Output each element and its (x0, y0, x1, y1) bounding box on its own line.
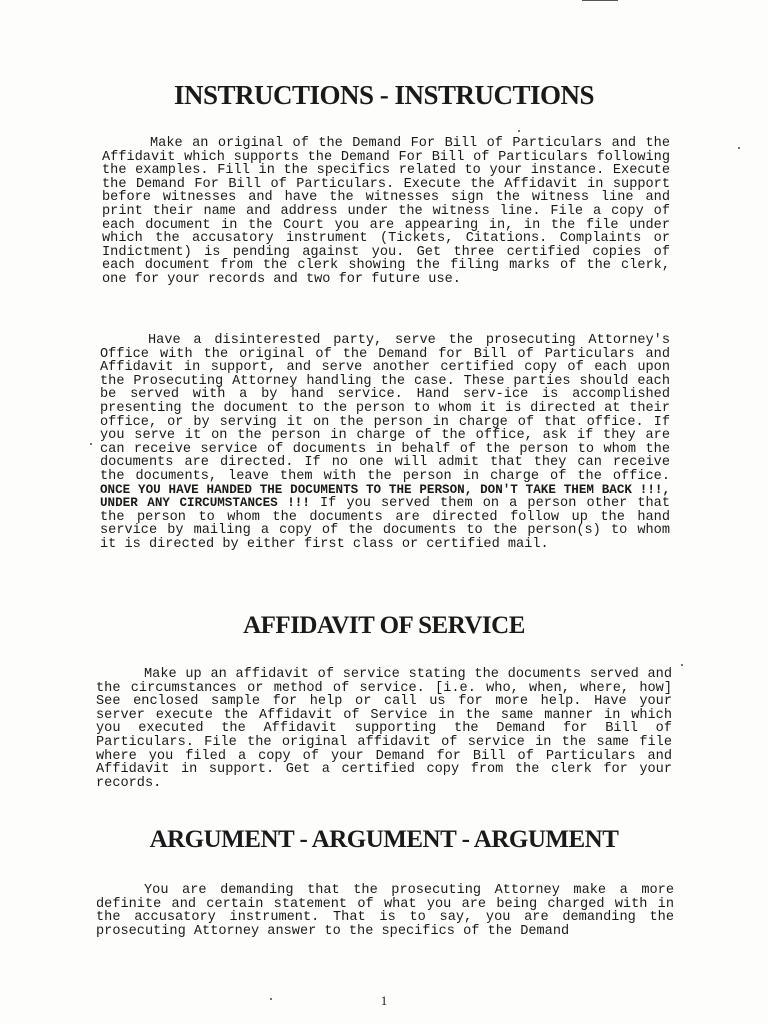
scan-speck (270, 998, 272, 1000)
scan-speck (90, 443, 92, 445)
argument-paragraph (96, 884, 674, 938)
instructions-paragraph-1 (102, 137, 670, 287)
scan-speck (738, 147, 740, 149)
argument-heading: ARGUMENT - ARGUMENT - ARGUMENT (149, 826, 619, 853)
affidavit-paragraph (96, 668, 672, 790)
affidavit-heading: AFFIDAVIT OF SERVICE (243, 612, 525, 639)
instructions-paragraph-2 (100, 334, 670, 552)
scan-speck (681, 664, 683, 666)
top-edge-rule (582, 0, 618, 1)
page-number: 1 (380, 993, 388, 1008)
instructions-heading: INSTRUCTIONS - INSTRUCTIONS (173, 80, 595, 110)
affidavit-paragraph-text: Make up an affidavit of service stating the documents served and the circumstances or method of service. [i.e. who, when, where, how] See enclosed sample for help or call us for more help. Have your server execute the Affidavit of Service in the same manner in which you executed the Affidavit supporting the Demand for Bill of Particulars. File the original affidavit of service in the same file where you filed a copy of your Demand for Bill of Particulars and Affidavit in support. Get a certified copy from the clerk for your records. (96, 667, 672, 791)
scan-speck (518, 130, 520, 132)
instructions-paragraph-2-text: Have a disinterested party, serve the prosecuting Attorney's Office with the original of the Demand for Bill of Particulars and Affidavit in support, and serve another certified copy of each upon the Prosecuting Attorney handling the case. These parties should each be served with a by hand service. Hand serv-ice is accomplished presenting the document to the person to whom it is directed at their office, or by serving it on the person in charge of that office. If you serve it on the person in charge of the office, ask if they are can receive service of documents in behalf of the person to whom the documents are directed. If no one will admit that they can receive the documents, leave them with the person in charge of the office. (100, 333, 670, 484)
instructions-warning-text: ONCE YOU HAVE HANDED THE DOCUMENTS TO THE PERSON, DON'T TAKE THEM BACK !!!, UNDER ANY CIRCUMSTANCES !!! (100, 482, 670, 511)
instructions-paragraph-2-end-text: If you served them on a person other that the person to whom the documents are directed follow up the hand service by mailing a copy of the documents to the person(s) to whom it is directed by either first class or certified mail. (100, 496, 670, 552)
argument-paragraph-text: You are demanding that the prosecuting Attorney make a more definite and certain statement of what you are being charged with in the accusatory instrument. That is to say, you are demanding the prosecuting Attorney answer to the specifics of the Demand (96, 883, 674, 939)
instructions-paragraph-1-text: Make an original of the Demand For Bill of Particulars and the Affidavit which supports the Demand For Bill of Particulars following the examples. Fill in the specifics related to your instance. Execute the Demand For Bill of Particulars. Execute the Affidavit in support before witnesses and have the witnesses sign the witness line and print their name and address under the witness line. File a copy of each document in the Court you are appearing in, in the file under which the accusatory instrument (Tickets, Citations. Complaints or Indictment) is pending against you. Get three certified copies of each document from the clerk showing the filing marks of the clerk, one for your records and two for future use. (102, 136, 670, 287)
